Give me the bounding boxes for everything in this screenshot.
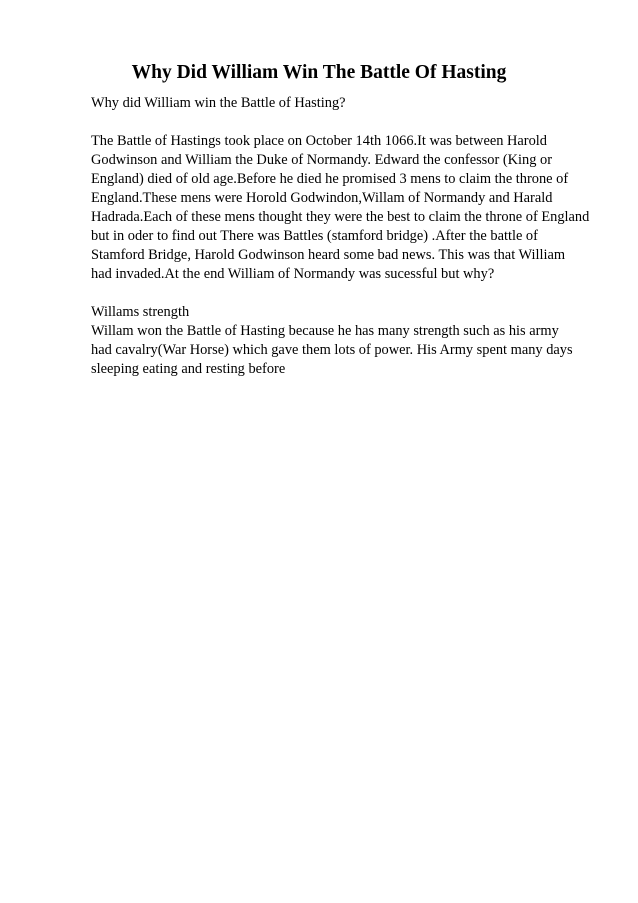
intro-line: The Battle of Hastings took place on October 14th 1066.It was between Harold [91,133,547,149]
intro-paragraph [91,132,611,284]
intro-line: England) died of old age.Before he died he promised 3 mens to claim the throne of [91,171,569,187]
strength-paragraph [91,322,611,379]
strength-line: sleeping eating and resting before [91,361,286,377]
intro-line: but in oder to find out There was Battles (stamford bridge) .After the battle of [91,228,538,244]
question-line: Why did William win the Battle of Hasting? [91,95,346,111]
paragraph-gap [91,113,611,132]
paragraph-gap [91,284,611,303]
intro-line: Stamford Bridge, Harold Godwinson heard some bad news. This was that William [91,247,566,263]
document-body [91,94,611,379]
strength-line: Willam won the Battle of Hasting because he has many strength such as his army [91,323,559,339]
intro-line: Hadrada.Each of these mens thought they were the best to claim the throne of England [91,209,590,225]
intro-line: Godwinson and William the Duke of Normandy. Edward the confessor (King or [91,152,553,168]
section-heading: Willams strength [91,304,190,320]
strength-line: had cavalry(War Horse) which gave them lots of power. His Army spent many days [91,342,573,358]
intro-line: had invaded.At the end William of Normandy was sucessful but why? [91,266,495,282]
intro-line: England.These mens were Horold Godwindon,Willam of Normandy and Harald [91,190,553,206]
document-title: Why Did William Win The Battle Of Hasting [131,62,507,83]
